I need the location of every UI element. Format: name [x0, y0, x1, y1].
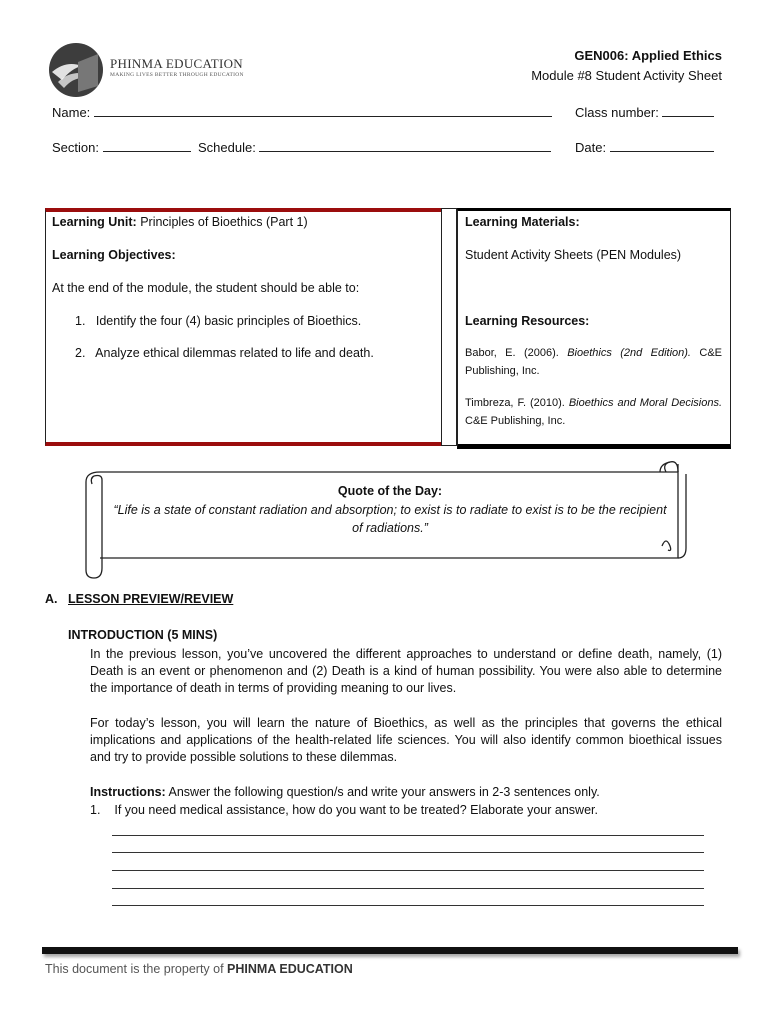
instructions-text: Answer the following question/s and write your answers in 2-3 sentences only. — [168, 785, 600, 799]
class-number-field[interactable] — [575, 104, 714, 120]
question-text: If you need medical assistance, how do you want to be treated? Elaborate your answer. — [114, 803, 598, 817]
intro-paragraph-1: In the previous lesson, you’ve uncovered the different approaches to understand or define death, namely, (1) Death is an event or phenomenon and (2) Death is a kind of human possibility. You were also able to determine the importance of death in terms of providing meaning to our lives. — [90, 647, 722, 695]
logo-emblem-icon — [48, 42, 108, 98]
materials-label: Learning Materials: — [465, 215, 580, 229]
learning-unit — [52, 215, 308, 229]
class-number-blank[interactable] — [662, 104, 714, 117]
introduction-heading: INTRODUCTION (5 MINS) — [68, 628, 218, 642]
schedule-field[interactable] — [198, 139, 551, 155]
section-field[interactable] — [52, 139, 191, 155]
objective-item — [75, 346, 374, 360]
quote-title: Quote of the Day: — [337, 484, 443, 498]
section-letter: A. — [45, 592, 58, 606]
resource-item — [465, 344, 722, 380]
objective-number: 1. — [75, 314, 86, 328]
answer-line[interactable] — [112, 905, 704, 906]
resource-author: Babor, E. (2006). — [465, 347, 559, 359]
resource-item — [465, 394, 722, 430]
resource-author: Timbreza, F. (2010). — [465, 397, 565, 409]
resource-title: Bioethics and Moral Decisions. — [568, 397, 723, 409]
objective-text: Identify the four (4) basic principles of Bioethics. — [95, 314, 362, 328]
schedule-label: Schedule: — [198, 140, 256, 155]
quote-text: “Life is a state of constant radiation and absorption; to exist is to radiate to exist is to be the recipient of radiations.” — [113, 503, 667, 535]
objective-text: Analyze ethical dilemmas related to life and death. — [95, 346, 374, 360]
box-divider — [441, 208, 457, 446]
footer-text — [45, 962, 353, 976]
objective-number: 2. — [75, 346, 86, 360]
resources-label: Learning Resources: — [465, 314, 590, 328]
resource-publisher: C&E Publishing, Inc. — [465, 347, 722, 377]
section-title: LESSON PREVIEW/REVIEW — [68, 592, 234, 606]
section-blank[interactable] — [103, 139, 191, 152]
instructions — [90, 784, 722, 801]
date-field[interactable] — [575, 139, 714, 155]
section-label: Section: — [52, 140, 99, 155]
module-title: Module #8 Student Activity Sheet — [531, 68, 722, 83]
answer-line[interactable] — [112, 870, 704, 871]
resource-publisher: C&E Publishing, Inc. — [465, 415, 566, 427]
instructions-label: Instructions: — [90, 785, 166, 799]
answer-line[interactable] — [112, 835, 704, 836]
date-blank[interactable] — [610, 139, 714, 152]
footer-owner: PHINMA EDUCATION — [227, 962, 353, 976]
footer-divider — [42, 947, 738, 954]
footer-prefix: This document is the property of — [45, 962, 224, 976]
learning-unit-label: Learning Unit: — [52, 215, 137, 229]
question-number: 1. — [90, 803, 101, 817]
class-number-label: Class number: — [575, 105, 659, 120]
schedule-blank[interactable] — [259, 139, 551, 152]
learning-unit-value: Principles of Bioethics (Part 1) — [140, 215, 308, 229]
materials-value: Student Activity Sheets (PEN Modules) — [465, 248, 682, 262]
objective-item — [75, 314, 361, 328]
objectives-intro: At the end of the module, the student should be able to: — [52, 281, 360, 295]
answer-line[interactable] — [112, 852, 704, 853]
resource-title: Bioethics (2nd Edition). — [567, 347, 691, 359]
logo-name: PHINMA EDUCATION — [110, 56, 243, 71]
question-item — [90, 803, 598, 817]
date-label: Date: — [575, 140, 607, 155]
objectives-label: Learning Objectives: — [52, 248, 176, 262]
intro-paragraph-2: For today’s lesson, you will learn the nature of Bioethics, as well as the principles that governs the ethical implications and applications of the health-related life sciences. You will also identify common bioethical issues and try to provide possible solutions to these dilemmas. — [90, 716, 722, 764]
answer-line[interactable] — [112, 888, 704, 889]
name-field[interactable] — [52, 104, 552, 120]
course-title: GEN006: Applied Ethics — [574, 48, 722, 63]
name-blank[interactable] — [94, 104, 552, 117]
logo-tagline: MAKING LIVES BETTER THROUGH EDUCATION — [110, 72, 244, 78]
name-label: Name: — [52, 105, 91, 120]
